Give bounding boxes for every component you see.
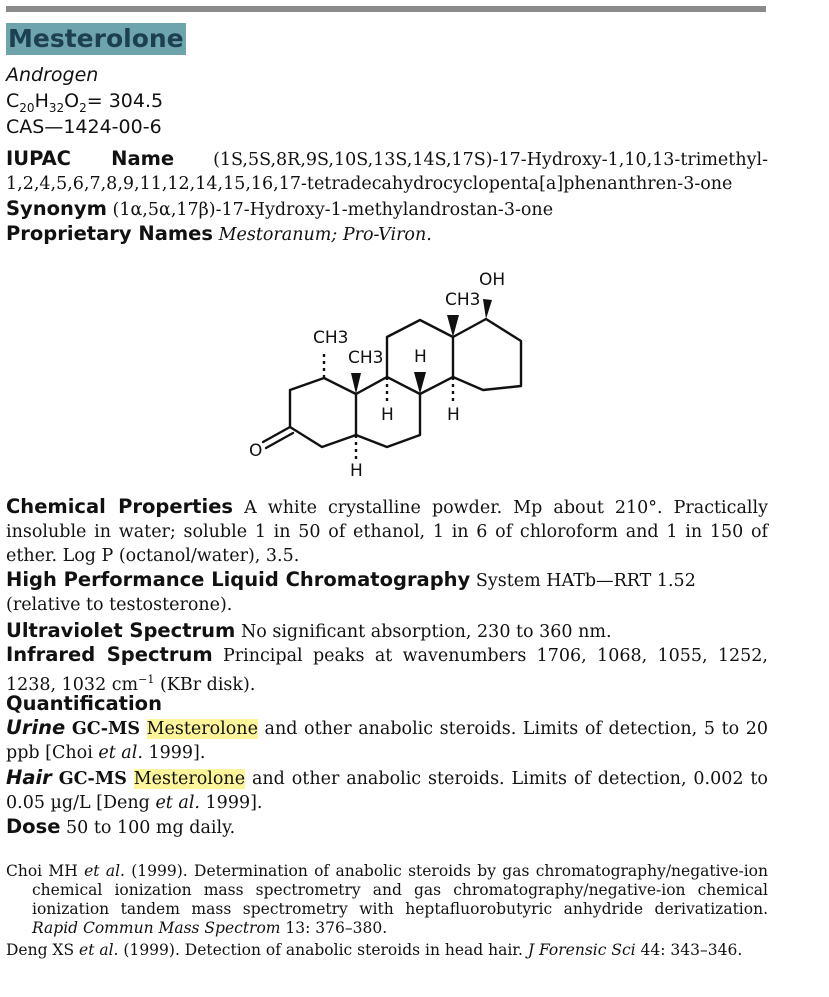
molecular-formula: $C_{20}H_{32}O_2= 304.5$ <box>6 90 164 115</box>
uv-value: No significant absorption, 230 to 360 nm. <box>240 622 612 642</box>
page-title: Mesterolone <box>8 24 184 53</box>
label-o: O <box>249 441 263 461</box>
uv-label: Ultraviolet Spectrum <box>6 619 236 642</box>
top-rule <box>6 6 766 12</box>
ir-superscript: −1 <box>138 673 155 686</box>
urine-drug-highlight: Mesterolone <box>146 719 258 739</box>
hair-drug-highlight: Mesterolone <box>133 769 246 789</box>
references <box>6 862 768 960</box>
dose-section <box>6 815 768 840</box>
synonym-section <box>6 197 768 222</box>
label-h-c: H <box>381 405 394 425</box>
chemical-structure <box>245 262 575 480</box>
proprietary-value: Mestoranum; Pro-Viron. <box>218 225 432 245</box>
uv-section <box>6 619 768 644</box>
reference-item: Deng XS et al. (1999). Detection of anabolic steroids in head hair. J Forensic Sci 44: 343–346. <box>6 941 743 959</box>
quant-hair: Hair GC-MS Mesterolone and other anabolic steroids. Limits of detection, 0.002 to 0.05 µg/L [Deng et al. 1999]. <box>6 766 768 813</box>
chemical-properties-value: A white crystalline powder. Mp about 210°. Practically insoluble in water; soluble 1 in 50 of ethanol, 1 in 6 of chloroform and 1 in 150 of ether. Log P (octanol/water), 3.5. <box>6 498 768 566</box>
proprietary-label: Proprietary Names <box>6 222 214 245</box>
iupac-value: (1S,5S,8R,9S,10S,13S,14S,17S)-17-Hydroxy-1,10,13-trimethyl-1,2,4,5,6,7,8,9,11,12,14,15,16,17-tetradecahydrocyclopenta[a]phenanthren-3-one <box>6 150 768 194</box>
label-ch3-top: CH3 <box>445 290 481 310</box>
chemical-properties-label: Chemical Properties <box>6 495 234 518</box>
ir-value-tail: (KBr disk). <box>154 674 256 695</box>
label-ch3-left: CH3 <box>313 328 349 348</box>
hplc-section <box>6 568 768 617</box>
ir-section <box>6 643 768 697</box>
reference-item: Choi MH et al. (1999). Determination of anabolic steroids by gas chromatography/negative-ion chemical ionization mass spectrometry and gas chromatography/negative-ion chemical ionization tandem mass spectrometry with heptafluorobutyric anhydride derivatization. Rapid Commun Mass Spectrom 13: 376–380. <box>6 862 768 937</box>
dose-label: Dose <box>6 815 61 838</box>
urine-method: GC-MS <box>71 719 141 739</box>
dose-value: 50 to 100 mg daily. <box>66 818 236 838</box>
label-h-d: H <box>447 405 460 425</box>
hair-method: GC-MS <box>58 769 127 789</box>
label-oh: OH <box>479 270 506 290</box>
quantification-heading: Quantification <box>6 692 162 715</box>
chemical-properties-section <box>6 495 768 568</box>
ir-value: Principal peaks at wavenumbers 1706, 1068, 1055, 1252, 1238, 1032 cm <box>6 646 768 695</box>
iupac-section <box>6 147 768 196</box>
urine-label: Urine <box>6 716 66 739</box>
synonym-value: (1α,5α,17β)-17-Hydroxy-1-methylandrostan-3-one <box>112 200 554 220</box>
proprietary-section <box>6 222 768 247</box>
drug-class: Androgen <box>6 64 99 86</box>
ir-label: Infrared Spectrum <box>6 643 213 666</box>
quant-urine: Urine GC-MS Mesterolone and other anabolic steroids. Limits of detection, 5 to 20 ppb [Choi et al. 1999]. <box>6 716 768 763</box>
hplc-label: High Performance Liquid Chromatography <box>6 568 471 591</box>
hplc-value: System HATb—RRT 1.52 (relative to testosterone). <box>6 571 696 615</box>
label-h-b: H <box>414 347 427 367</box>
iupac-label: IUPAC Name <box>6 147 175 170</box>
synonym-label: Synonym <box>6 197 107 220</box>
cas-number: CAS—1424-00-6 <box>6 116 162 138</box>
hair-label: Hair <box>6 766 52 789</box>
label-ch3-mid: CH3 <box>348 348 384 368</box>
label-h-a: H <box>350 461 363 480</box>
